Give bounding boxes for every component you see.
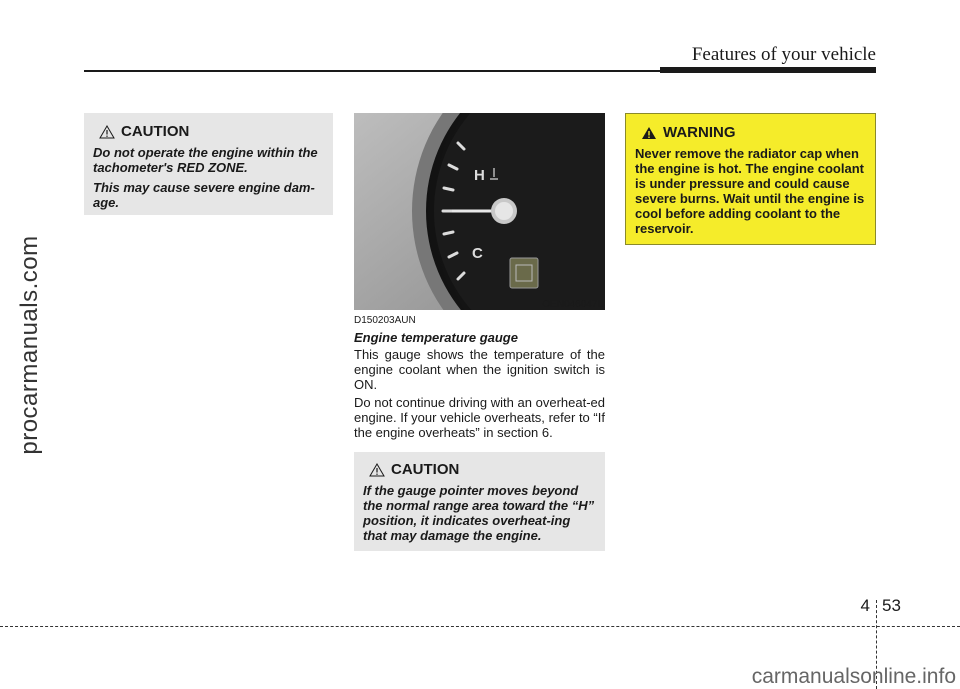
caution-title: CAUTION	[121, 123, 190, 140]
engine-temperature-icon	[510, 258, 538, 288]
caution-paragraph: If the gauge pointer moves beyond the normal range area toward the “H” position, it indicates overheat-ing that may damage the engine.	[363, 483, 595, 543]
engine-temperature-gauge-figure	[354, 113, 605, 310]
chapter-number: 4	[860, 596, 870, 615]
warning-title-row	[641, 124, 866, 141]
page-number: 53	[882, 596, 901, 615]
caution-triangle-icon	[369, 463, 385, 477]
caution-body	[93, 145, 324, 210]
running-header: Features of your vehicle	[691, 44, 876, 65]
caution-body	[363, 483, 596, 543]
gauge-illustration	[354, 113, 605, 310]
caution-title: CAUTION	[391, 461, 460, 478]
caution-paragraph: Do not operate the engine within the tachometer's RED ZONE.	[93, 145, 318, 175]
document-code: D150203AUN	[354, 315, 416, 326]
section-heading: Engine temperature gauge	[354, 330, 518, 345]
body-paragraph: This gauge shows the temperature of the engine coolant when the ignition switch is ON.	[354, 347, 605, 392]
header-rule-accent	[660, 67, 876, 73]
gauge-cold-label: C	[472, 245, 483, 262]
warning-title: WARNING	[663, 124, 736, 141]
caution-box-tachometer	[84, 113, 333, 215]
side-watermark	[0, 0, 60, 689]
warning-paragraph: Never remove the radiator cap when the engine is hot. The engine coolant is under pressure and could cause severe burns. Wait until the engine is cool before adding coolant to the reservoir.	[635, 146, 865, 236]
warning-box-radiator	[625, 113, 876, 245]
caution-title-row	[99, 123, 324, 140]
caution-title-row	[369, 461, 596, 478]
warning-triangle-icon	[641, 126, 657, 140]
bottom-watermark: carmanualsonline.info	[751, 665, 956, 688]
figure-code: OEN046047L	[542, 299, 603, 310]
side-watermark-text: procarmanuals.com	[16, 234, 43, 455]
caution-triangle-icon	[99, 125, 115, 139]
body-paragraph: Do not continue driving with an overheat-ed engine. If your vehicle overheats, refer to “If the engine overheats” in section 6.	[354, 395, 605, 440]
caution-paragraph: This may cause severe engine dam-age.	[93, 180, 315, 210]
warning-body	[635, 146, 866, 236]
caution-box-overheating	[354, 452, 605, 551]
gauge-hot-label: H	[474, 167, 485, 184]
footer-rule	[0, 626, 960, 627]
